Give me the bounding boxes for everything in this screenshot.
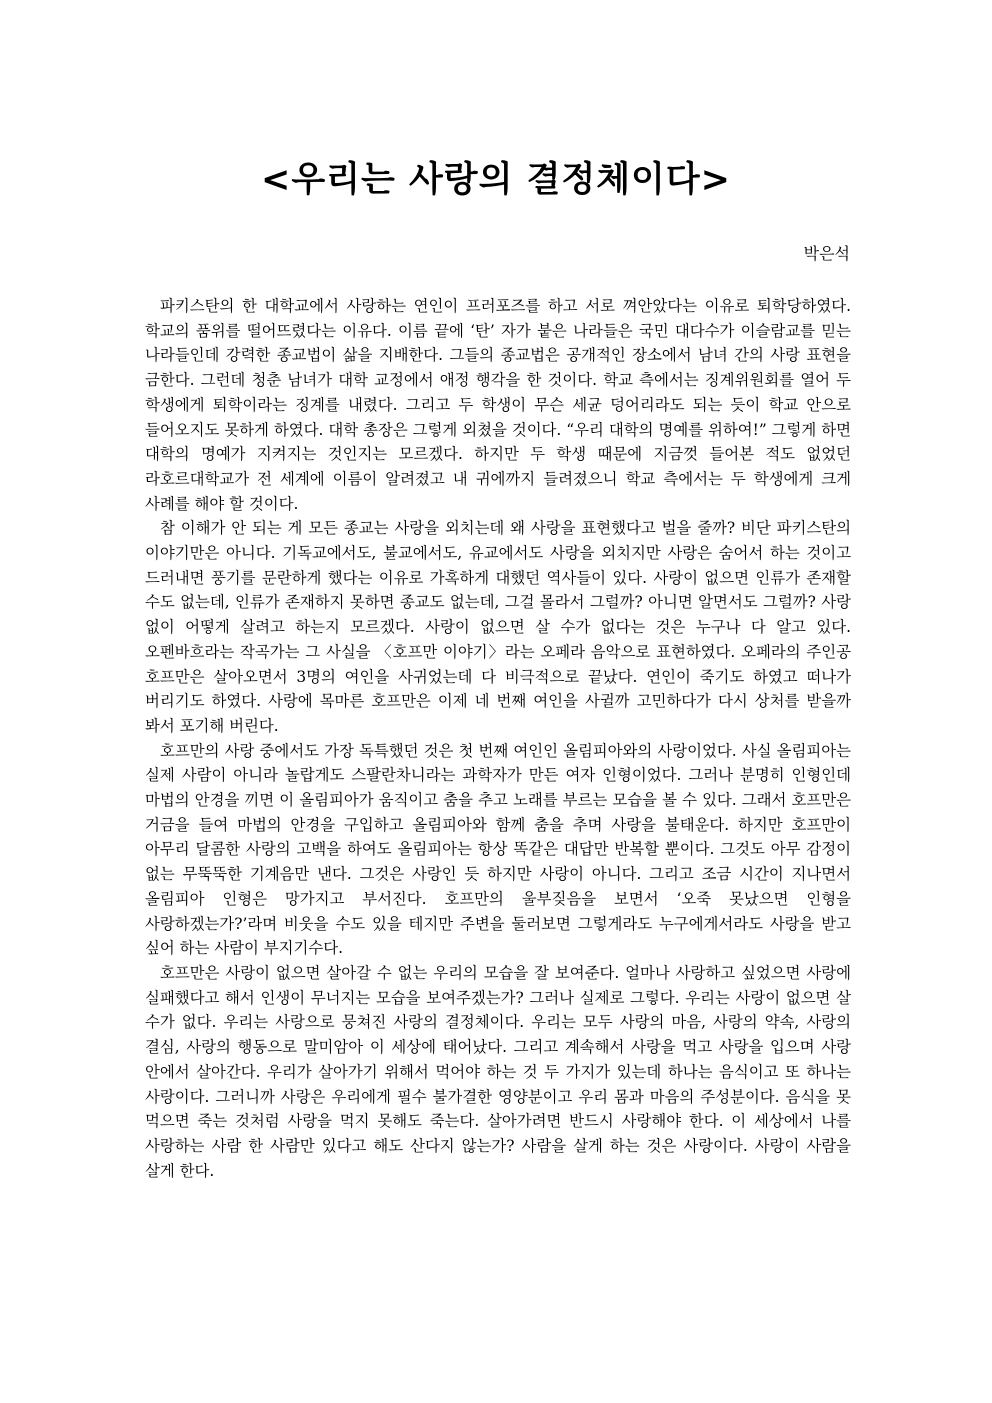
paragraph-1: 파키스탄의 한 대학교에서 사랑하는 연인이 프러포즈를 하고 서로 껴안았다는 이유로 퇴학당하였다. 학교의 품위를 떨어뜨렸다는 이유다. 이름 끝에 ‘탄’ 자가 붙은 나라들은 국민 대다수가 이슬람교를 믿는 나라들인데 강력한 종교법이 삶을 지배한다. 그들의 종교법은 공개적인 장소에서 남녀 간의 사랑 표현을 금한다. 그런데 청춘 남녀가 대학 교정에서 애정 행각을 한 것이다. 학교 측에서는 징계위원회를 열어 두 학생에게 퇴학이라는 징계를 내렸다. 그리고 두 학생이 무슨 세균 덩어리라도 되는 듯이 학교 안으로 들어오지도 못하게 하였다. 대학 총장은 그렇게 외쳤을 것이다. “우리 대학의 명예를 위하여!” 그렇게 하면 대학의 명예가 지켜지는 것인지는 모르겠다. 하지만 두 학생 때문에 지금껏 들어본 적도 없었던 라호르대학교가 전 세계에 이름이 알려졌고 내 귀에까지 들려졌으니 학교 측에서는 두 학생에게 크게 사례를 해야 할 것이다. bbox=[145, 297, 851, 513]
document-body bbox=[145, 294, 851, 1183]
author-name: 박은석 bbox=[803, 244, 850, 263]
paragraph-2: 참 이해가 안 되는 게 모든 종교는 사랑을 외치는데 왜 사랑을 표현했다고 벌을 줄까? 비단 파키스탄의 이야기만은 아니다. 기독교에서도, 불교에서도, 유교에서도 사랑을 외치지만 사랑은 숨어서 하는 것이고 드러내면 풍기를 문란하게 했다는 이유로 가혹하게 대했던 역사들이 있다. 사랑이 없으면 인류가 존재할 수도 없는데, 인류가 존재하지 못하면 종교도 없는데, 그걸 몰라서 그럴까? 아니면 알면서도 그럴까? 사랑 없이 어떻게 살려고 하는지 모르겠다. 사랑이 없으면 살 수가 없다는 것은 누구나 다 알고 있다. 오펜바흐라는 작곡가는 그 사실을 〈호프만 이야기〉라는 오페라 음악으로 표현하였다. 오페라의 주인공 호프만은 살아오면서 3명의 여인을 사귀었는데 다 비극적으로 끝났다. 연인이 죽기도 하였고 떠나가 버리기도 하였다. 사랑에 목마른 호프만은 이제 네 번째 여인을 사귈까 고민하다가 다시 상처를 받을까 봐서 포기해 버린다. bbox=[145, 519, 851, 735]
document-title: <우리는 사랑의 결정체이다> bbox=[261, 160, 731, 200]
paragraph-4: 호프만은 사랑이 없으면 살아갈 수 없는 우리의 모습을 잘 보여준다. 얼마나 사랑하고 싶었으면 사랑에 실패했다고 해서 인생이 무너지는 모습을 보여주겠는가? 그러나 실제로 그렇다. 우리는 사랑이 없으면 살 수가 없다. 우리는 사랑으로 뭉쳐진 사랑의 결정체이다. 우리는 모두 사랑의 마음, 사랑의 약속, 사랑의 결심, 사랑의 행동으로 말미암아 이 세상에 태어났다. 그리고 계속해서 사랑을 먹고 사랑을 입으며 사랑 안에서 살아간다. 우리가 살아가기 위해서 먹어야 하는 것 두 가지가 있는데 하나는 음식이고 또 하나는 사랑이다. 그러니까 사랑은 우리에게 필수 불가결한 영양분이고 우리 몸과 마음의 주성분이다. 음식을 못 먹으면 죽는 것처럼 사랑을 먹지 못해도 죽는다. 살아가려면 반드시 사랑해야 한다. 이 세상에서 나를 사랑하는 사람 한 사람만 있다고 해도 산다지 않는가? 사람을 살게 하는 것은 사랑이다. 사랑이 사람을 살게 한다. bbox=[145, 963, 851, 1180]
paragraph-3: 호프만의 사랑 중에서도 가장 독특했던 것은 첫 번째 여인인 올림피아와의 사랑이었다. 사실 올림피아는 실제 사람이 아니라 놀랍게도 스팔란차니라는 과학자가 만든 여자 인형이었다. 그러나 분명히 인형인데 마법의 안경을 끼면 이 올림피아가 움직이고 춤을 추고 노래를 부르는 모습을 볼 수 있다. 그래서 호프만은 거금을 들여 마법의 안경을 구입하고 올림피아와 함께 춤을 추며 사랑을 불태운다. 하지만 호프만이 아무리 달콤한 사랑의 고백을 하여도 올림피아는 항상 똑같은 대답만 반복할 뿐이다. 그것도 아무 감정이 없는 무뚝뚝한 기계음만 낸다. 그것은 사랑인 듯 하지만 사랑이 아니다. 그리고 조금 시간이 지나면서 올림피아 인형은 망가지고 부서진다. 호프만의 울부짖음을 보면서 ‘오죽 못났으면 인형을 사랑하겠는가?’라며 비웃을 수도 있을 테지만 주변을 둘러보면 그렇게라도 누구에게서라도 사랑을 받고 싶어 하는 사람이 부지기수다. bbox=[145, 741, 851, 958]
